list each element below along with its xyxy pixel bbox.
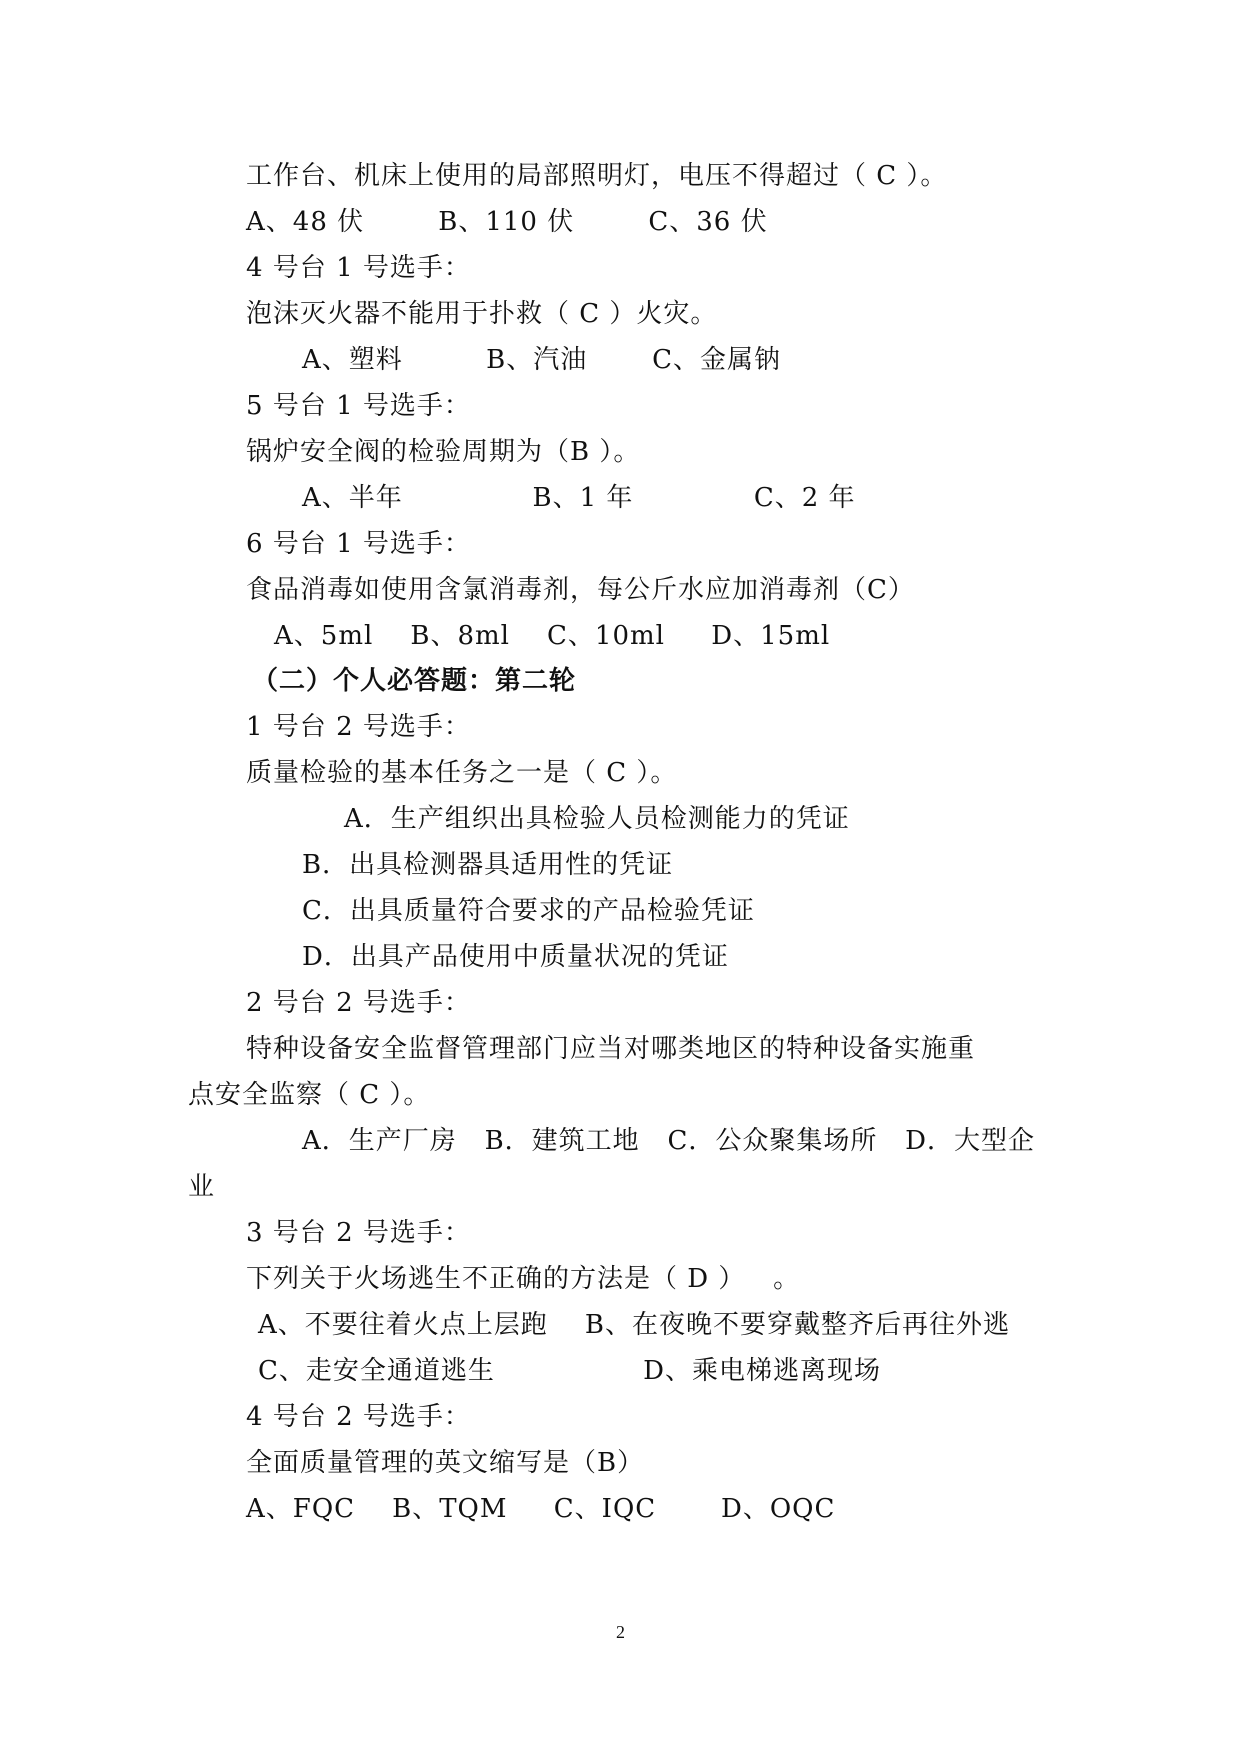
answer-options: A、不要往着火点上层跑 B、在夜晚不要穿戴整齐后再往外逃 [258, 1310, 1010, 1340]
answer-options: A．生产厂房 B．建筑工地 C．公众聚集场所 D．大型企 [302, 1126, 1036, 1156]
answer-option: A．生产组织出具检验人员检测能力的凭证 [344, 804, 850, 834]
contestant-label: 3 号台 2 号选手： [246, 1218, 471, 1248]
page-number: 2 [616, 1622, 625, 1642]
question-line-continued: 点安全监察（ C ）。 [188, 1080, 431, 1110]
answer-options: A、半年 B、1 年 C、2 年 [302, 483, 856, 513]
question-line: 全面质量管理的英文缩写是（B） [246, 1448, 645, 1478]
contestant-label: 1 号台 2 号选手： [246, 712, 471, 742]
contestant-label: 4 号台 1 号选手： [246, 253, 471, 283]
question-line: 锅炉安全阀的检验周期为（B ）。 [246, 437, 641, 467]
section-heading: （二）个人必答题：第二轮 [252, 666, 577, 696]
question-line: 特种设备安全监督管理部门应当对哪类地区的特种设备实施重 [246, 1034, 976, 1064]
contestant-label: 5 号台 1 号选手： [246, 391, 471, 421]
answer-options-continued: 业 [188, 1172, 216, 1202]
answer-options: A、FQC B、TQM C、IQC D、OQC [246, 1494, 836, 1524]
answer-option: B．出具检测器具适用性的凭证 [302, 850, 674, 880]
question-line: 工作台、机床上使用的局部照明灯，电压不得超过（ C ）。 [246, 161, 948, 191]
answer-options: C、走安全通道逃生 D、乘电梯逃离现场 [258, 1356, 881, 1386]
contestant-label: 6 号台 1 号选手： [246, 529, 471, 559]
question-line: 质量检验的基本任务之一是（ C ）。 [246, 758, 678, 788]
answer-option: D．出具产品使用中质量状况的凭证 [302, 942, 729, 972]
question-line: 食品消毒如使用含氯消毒剂，每公斤水应加消毒剂（C） [246, 575, 915, 605]
answer-options: A、5ml B、8ml C、10ml D、15ml [274, 621, 831, 651]
contestant-label: 2 号台 2 号选手： [246, 988, 471, 1018]
question-line: 泡沫灭火器不能用于扑救（ C ）火灾。 [246, 299, 718, 329]
answer-option: C．出具质量符合要求的产品检验凭证 [302, 896, 755, 926]
answer-options: A、48 伏 B、110 伏 C、36 伏 [246, 207, 768, 237]
answer-options: A、塑料 B、汽油 C、金属钠 [302, 345, 782, 375]
question-line: 下列关于火场逃生不正确的方法是（ D ） 。 [246, 1264, 801, 1294]
contestant-label: 4 号台 2 号选手： [246, 1402, 471, 1432]
